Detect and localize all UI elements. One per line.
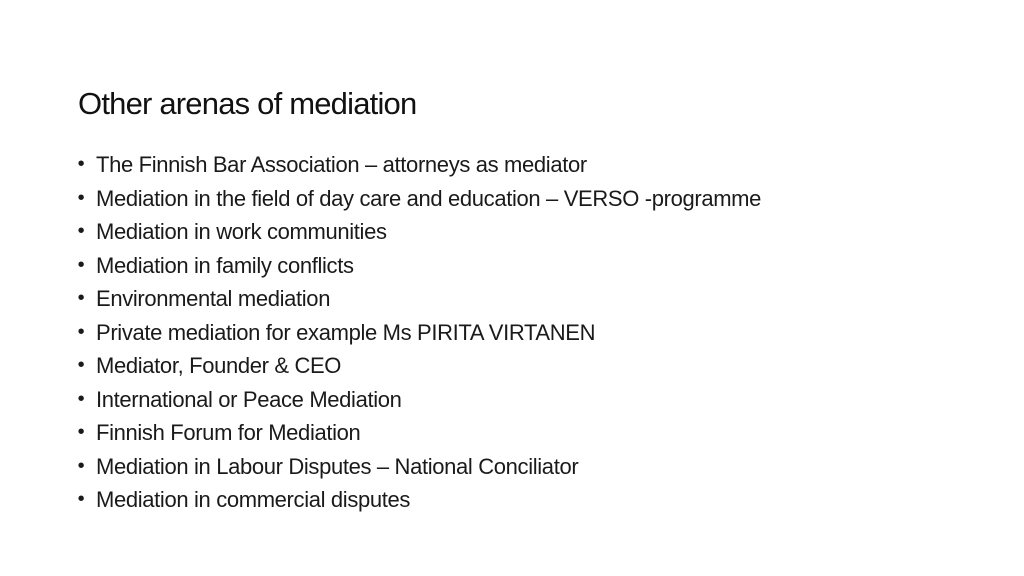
bullet-list bbox=[74, 148, 761, 517]
bullet-item bbox=[74, 215, 761, 249]
bullet-item bbox=[74, 316, 761, 350]
bullet-text: Mediation in Labour Disputes – National Conciliator bbox=[96, 453, 579, 479]
bullet-item bbox=[74, 282, 761, 316]
bullet-dot-icon: • bbox=[77, 220, 85, 242]
bullet-item bbox=[74, 148, 761, 182]
bullet-item bbox=[74, 450, 761, 484]
bullet-dot-icon: • bbox=[77, 421, 85, 443]
bullet-item bbox=[74, 383, 761, 417]
bullet-text: Mediation in the field of day care and education – VERSO -programme bbox=[96, 185, 762, 211]
bullet-dot-icon: • bbox=[77, 153, 85, 175]
bullet-dot-icon: • bbox=[77, 488, 85, 510]
bullet-text: The Finnish Bar Association – attorneys as mediator bbox=[96, 152, 587, 177]
bullet-dot-icon: • bbox=[77, 454, 85, 477]
bullet-dot-icon: • bbox=[77, 253, 85, 276]
bullet-text: Mediation in work communities bbox=[96, 219, 387, 244]
bullet-text: Environmental mediation bbox=[96, 286, 331, 311]
bullet-item bbox=[74, 349, 761, 383]
bullet-dot-icon: • bbox=[77, 186, 85, 209]
bullet-text: Mediation in family conflicts bbox=[96, 252, 354, 278]
bullet-text: Mediation in commercial disputes bbox=[96, 487, 411, 512]
bullet-text: Finnish Forum for Mediation bbox=[96, 420, 361, 445]
bullet-item bbox=[74, 249, 761, 283]
bullet-dot-icon: • bbox=[77, 320, 85, 343]
bullet-item bbox=[74, 416, 761, 450]
bullet-dot-icon: • bbox=[77, 354, 85, 376]
bullet-text: Mediator, Founder & CEO bbox=[96, 353, 342, 378]
bullet-item bbox=[74, 182, 761, 216]
slide-title: Other arenas of mediation bbox=[78, 86, 417, 121]
bullet-text: International or Peace Mediation bbox=[96, 386, 402, 412]
bullet-text: Private mediation for example Ms PIRITA VIRTANEN bbox=[96, 319, 596, 345]
bullet-item bbox=[74, 483, 761, 517]
bullet-dot-icon: • bbox=[77, 287, 85, 309]
bullet-dot-icon: • bbox=[77, 387, 85, 410]
